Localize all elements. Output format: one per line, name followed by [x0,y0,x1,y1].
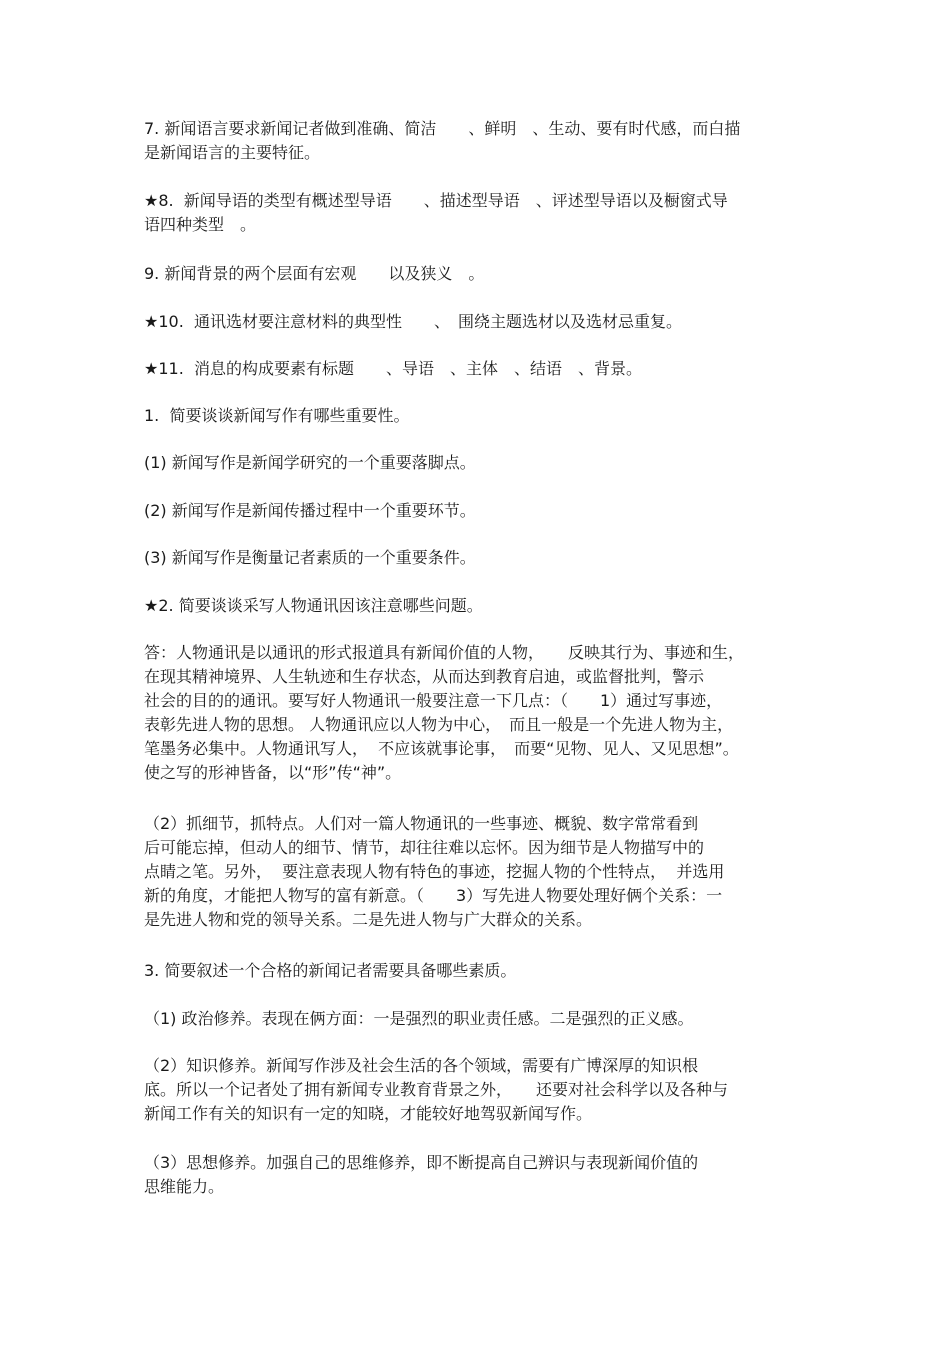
text-line: ★8. 新闻导语的类型有概述型导语 、描述型导语 、评述型导语以及橱窗式导 [144,191,728,210]
text-line: 答：人物通讯是以通讯的形式报道具有新闻价值的人物， 反映其行为、事迹和生， [144,643,745,662]
text-line: ★10. 通讯选材要注意材料的典型性 、 围绕主题选材以及选材忌重复。 [144,312,682,331]
text-line: 是先进人物和党的领导关系。二是先进人物与广大群众的关系。 [144,910,593,929]
text-line: 社会的目的的通讯。要写好人物通讯一般要注意一下几点：（ 1）通过写事迹， [144,691,723,710]
text-line: 新的角度，才能把人物写的富有新意。（ 3）写先进人物要处理好俩个关系：一 [144,886,723,905]
text-line: (1) 新闻写作是新闻学研究的一个重要落脚点。 [144,453,476,472]
text-line: ★2. 简要谈谈采写人物通讯因该注意哪些问题。 [144,596,483,615]
text-line: 思维能力。 [144,1177,225,1196]
paragraph-q11 [144,357,814,381]
answer-2-paragraph-1 [144,641,814,785]
text-line: 后可能忘掉，但动人的细节、情节，却往往难以忘怀。因为细节是人物描写中的 [144,838,705,857]
answer-2-paragraph-2 [144,812,814,932]
text-line: 笔墨务必集中。人物通讯写人， 不应该就事论事， 而要“见物、见人、又见思想”。 [144,739,739,758]
text-line: 使之写的形神皆备，以“形”传“神”。 [144,763,402,782]
text-line: 在现其精神境界、人生轨迹和生存状态，从而达到教育启迪，或监督批判，警示 [144,667,705,686]
text-line: (2) 新闻写作是新闻传播过程中一个重要环节。 [144,501,476,520]
text-line: （1) 政治修养。表现在俩方面：一是强烈的职业责任感。二是强烈的正义感。 [144,1009,694,1028]
text-line: 语四种类型 。 [144,215,257,234]
answer-1-point-3 [144,546,814,570]
answer-3-point-3 [144,1151,814,1199]
text-line: 9. 新闻背景的两个层面有宏观 以及狭义 。 [144,264,485,283]
text-line: 底。所以一个记者处了拥有新闻专业教育背景之外， 还要对社会科学以及各种与 [144,1080,729,1099]
text-line: 1. 简要谈谈新闻写作有哪些重要性。 [144,406,410,425]
paragraph-q8 [144,189,814,237]
answer-3-point-2 [144,1054,814,1126]
question-2-heading [144,594,814,618]
text-line: 表彰先进人物的思想。 人物通讯应以人物为中心， 而且一般是一个先进人物为主， [144,715,734,734]
question-1-heading [144,404,814,428]
text-line: (3) 新闻写作是衡量记者素质的一个重要条件。 [144,548,476,567]
text-line: 3. 简要叙述一个合格的新闻记者需要具备哪些素质。 [144,961,517,980]
text-line: 新闻工作有关的知识有一定的知晓，才能较好地驾驭新闻写作。 [144,1104,593,1123]
paragraph-q10 [144,310,814,334]
text-line: 点睛之笔。另外， 要注意表现人物有特色的事迹，挖掘人物的个性特点， 并选用 [144,862,725,881]
question-3-heading [144,959,814,983]
text-line: 7. 新闻语言要求新闻记者做到准确、简洁 、鲜明 、生动、要有时代感，而白描 [144,119,741,138]
text-line: ★11. 消息的构成要素有标题 、导语 、主体 、结语 、背景。 [144,359,642,378]
answer-1-point-2 [144,499,814,523]
text-line: 是新闻语言的主要特征。 [144,143,321,162]
paragraph-q9 [144,262,814,286]
answer-1-point-1 [144,451,814,475]
text-line: （2）知识修养。新闻写作涉及社会生活的各个领域，需要有广博深厚的知识根 [144,1056,699,1075]
text-line: （2）抓细节，抓特点。人们对一篇人物通讯的一些事迹、概貌、数字常常看到 [144,814,699,833]
text-line: （3）思想修养。加强自己的思维修养，即不断提高自己辨识与表现新闻价值的 [144,1153,699,1172]
answer-3-point-1 [144,1007,814,1031]
paragraph-q7 [144,117,814,165]
